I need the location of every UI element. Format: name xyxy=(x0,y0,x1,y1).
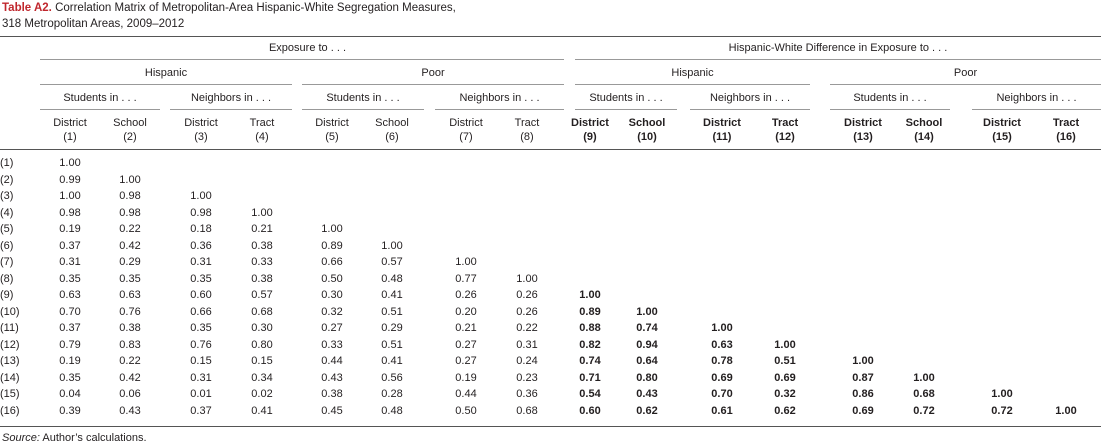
table-cell: 0.35 xyxy=(59,371,81,384)
table-cell: 0.57 xyxy=(251,289,273,301)
source-label: Source: xyxy=(2,432,40,444)
table-cell: 0.33 xyxy=(321,338,343,351)
row-label: (5) xyxy=(0,223,14,235)
column-header xyxy=(95,116,165,144)
table-cell: 0.43 xyxy=(636,388,658,400)
rule-difference xyxy=(575,59,1101,60)
table-cell: 0.30 xyxy=(251,322,273,334)
table-cell: 0.99 xyxy=(59,173,81,186)
table-cell: 0.68 xyxy=(913,388,935,400)
table-cell: 0.86 xyxy=(852,388,874,400)
table-cell: 0.76 xyxy=(119,305,141,318)
table-cell: 1.00 xyxy=(251,206,273,219)
header-neighbors-1: Neighbors in . . . xyxy=(190,92,272,104)
table-cell: 1.00 xyxy=(190,190,212,202)
table-cell: 0.62 xyxy=(636,404,658,417)
table-cell: 0.18 xyxy=(190,223,212,235)
table-cell: 0.33 xyxy=(251,256,273,268)
table-cell: 0.35 xyxy=(59,272,81,285)
table-cell: 0.15 xyxy=(251,355,273,367)
table-cell: 0.69 xyxy=(774,371,796,384)
row-label: (14) xyxy=(0,371,20,384)
table-cell: 0.32 xyxy=(774,388,796,400)
rule-poor-a xyxy=(302,84,564,85)
table-cell: 0.36 xyxy=(190,239,212,252)
table-cell: 1.00 xyxy=(1055,404,1077,417)
table-cell: 0.63 xyxy=(59,289,81,301)
header-students-1: Students in . . . xyxy=(63,92,137,104)
table-cell: 1.00 xyxy=(381,239,403,252)
table-caption xyxy=(2,0,1002,32)
source-text: Author’s calculations. xyxy=(39,432,147,444)
column-number: (14) xyxy=(914,131,934,143)
table-cell: 0.34 xyxy=(251,371,273,384)
rule-neighbors-2 xyxy=(435,109,564,110)
rule-students-2 xyxy=(302,109,424,110)
table-cell: 0.43 xyxy=(119,404,141,417)
rule-students-4 xyxy=(830,109,950,110)
table-cell: 0.26 xyxy=(516,305,538,318)
table-cell: 0.31 xyxy=(190,371,212,384)
table-cell: 0.38 xyxy=(321,388,343,400)
table-cell: 0.50 xyxy=(321,272,343,285)
table-cell: 0.51 xyxy=(381,305,403,318)
column-name: School xyxy=(628,117,666,129)
rule-neighbors-1 xyxy=(170,109,292,110)
table-cell: 1.00 xyxy=(579,289,601,301)
table-cell: 0.69 xyxy=(852,404,874,417)
column-name: Tract xyxy=(249,117,275,129)
column-number: (11) xyxy=(712,131,732,143)
table-cell: 0.44 xyxy=(455,388,477,400)
table-cell: 0.57 xyxy=(381,256,403,268)
column-number: (15) xyxy=(992,131,1012,143)
column-number: (2) xyxy=(123,131,137,143)
table-cell: 0.89 xyxy=(321,239,343,252)
table-cell: 1.00 xyxy=(59,190,81,202)
header-exposure-to: Exposure to . . . xyxy=(268,42,347,54)
table-cell: 0.63 xyxy=(711,338,733,351)
caption-line-1 xyxy=(2,0,1002,16)
column-number: (1) xyxy=(63,131,77,143)
table-cell: 0.68 xyxy=(251,305,273,318)
row-label: (15) xyxy=(0,388,20,400)
header-neighbors-4: Neighbors in . . . xyxy=(996,92,1077,104)
table-cell: 0.78 xyxy=(711,355,733,367)
table-cell: 0.27 xyxy=(455,355,477,367)
column-name: Tract xyxy=(1052,117,1080,129)
column-name: School xyxy=(113,117,147,129)
header-poor-b: Poor xyxy=(953,67,978,79)
column-number: (5) xyxy=(325,131,339,143)
table-cell: 0.80 xyxy=(636,371,658,384)
table-cell: 0.30 xyxy=(321,289,343,301)
top-rule xyxy=(0,36,1101,37)
column-header xyxy=(492,116,562,144)
table-cell: 0.74 xyxy=(636,322,658,334)
table-cell: 0.01 xyxy=(190,388,212,400)
table-cell: 0.22 xyxy=(119,223,141,235)
column-name: District xyxy=(449,117,483,129)
column-number: (13) xyxy=(853,131,873,143)
table-cell: 0.76 xyxy=(190,338,212,351)
column-header xyxy=(431,116,501,144)
table-cell: 0.60 xyxy=(190,289,212,301)
column-name: Tract xyxy=(771,117,799,129)
table-cell: 0.42 xyxy=(119,371,141,384)
table-cell: 0.66 xyxy=(190,305,212,318)
table-cell: 0.19 xyxy=(455,371,477,384)
rule-hispanic-a xyxy=(40,84,292,85)
header-difference: Hispanic-White Difference in Exposure to . . . xyxy=(728,42,948,54)
table-cell: 0.35 xyxy=(119,272,141,285)
header-hispanic-a: Hispanic xyxy=(144,67,188,79)
row-label: (12) xyxy=(0,338,20,351)
table-cell: 0.60 xyxy=(579,404,601,417)
column-name: School xyxy=(905,117,943,129)
column-name: District xyxy=(571,117,609,129)
table-cell: 0.45 xyxy=(321,404,343,417)
row-label: (2) xyxy=(0,173,14,186)
row-label: (3) xyxy=(0,190,14,202)
header-students-3: Students in . . . xyxy=(589,92,663,104)
table-cell: 0.26 xyxy=(516,289,538,301)
row-label: (7) xyxy=(0,256,14,268)
column-number: (4) xyxy=(255,131,269,143)
bottom-rule xyxy=(0,426,1101,427)
table-cell: 0.27 xyxy=(321,322,343,334)
row-label: (9) xyxy=(0,289,14,301)
table-cell: 0.02 xyxy=(251,388,273,400)
table-cell: 0.69 xyxy=(711,371,733,384)
row-label: (1) xyxy=(0,157,14,169)
column-header xyxy=(687,116,757,144)
column-number: (9) xyxy=(583,131,597,143)
table-cell: 0.82 xyxy=(579,338,601,351)
table-cell: 0.19 xyxy=(59,223,81,235)
table-cell: 0.88 xyxy=(579,322,601,334)
column-name: District xyxy=(315,117,349,129)
table-cell: 0.24 xyxy=(516,355,538,367)
table-cell: 0.39 xyxy=(59,404,81,417)
table-cell: 0.36 xyxy=(516,388,538,400)
table-cell: 1.00 xyxy=(636,305,658,318)
table-cell: 0.26 xyxy=(455,289,477,301)
table-cell: 0.79 xyxy=(59,338,81,351)
table-cell: 1.00 xyxy=(711,322,733,334)
table-cell: 0.41 xyxy=(251,404,273,417)
column-number: (8) xyxy=(520,131,534,143)
table-cell: 0.31 xyxy=(190,256,212,268)
header-students-2: Students in . . . xyxy=(326,92,400,104)
table-cell: 0.29 xyxy=(381,322,403,334)
table-cell: 0.70 xyxy=(59,305,81,318)
table-cell: 0.80 xyxy=(251,338,273,351)
table-cell: 0.04 xyxy=(59,388,81,400)
table-cell: 0.06 xyxy=(119,388,141,400)
table-cell: 0.94 xyxy=(636,338,658,351)
row-label: (6) xyxy=(0,239,14,252)
table-cell: 0.20 xyxy=(455,305,477,318)
table-cell: 1.00 xyxy=(321,223,343,235)
table-cell: 0.50 xyxy=(455,404,477,417)
table-cell: 0.35 xyxy=(190,272,212,285)
column-header xyxy=(889,116,959,144)
table-cell: 1.00 xyxy=(991,388,1013,400)
row-label: (13) xyxy=(0,355,20,367)
table-cell: 1.00 xyxy=(516,272,538,285)
table-cell: 0.38 xyxy=(251,239,273,252)
table-cell: 0.61 xyxy=(711,404,733,417)
column-name: District xyxy=(983,117,1021,129)
row-label: (16) xyxy=(0,404,20,417)
row-label: (4) xyxy=(0,206,14,219)
table-cell: 1.00 xyxy=(852,355,874,367)
table-cell: 1.00 xyxy=(774,338,796,351)
table-cell: 0.32 xyxy=(321,305,343,318)
column-name: District xyxy=(53,117,87,129)
table-cell: 0.21 xyxy=(251,223,273,235)
column-header xyxy=(612,116,682,144)
table-cell: 0.37 xyxy=(59,239,81,252)
table-cell: 0.98 xyxy=(190,206,212,219)
table-cell: 0.63 xyxy=(119,289,141,301)
caption-title: Correlation Matrix of Metropolitan-Area Hispanic-White Segregation Measures, xyxy=(55,2,456,14)
table-cell: 0.72 xyxy=(991,404,1013,417)
column-header xyxy=(828,116,898,144)
rule-neighbors-3 xyxy=(690,109,810,110)
table-cell: 0.48 xyxy=(381,404,403,417)
table-cell: 0.66 xyxy=(321,256,343,268)
table-label: Table A2. xyxy=(2,2,52,14)
column-number: (3) xyxy=(194,131,208,143)
table-cell: 0.38 xyxy=(251,272,273,285)
rule-poor-b xyxy=(830,84,1101,85)
column-header xyxy=(750,116,820,144)
column-name: District xyxy=(184,117,218,129)
table-cell: 0.74 xyxy=(579,355,601,367)
table-cell: 0.71 xyxy=(579,371,601,384)
table-cell: 1.00 xyxy=(913,371,935,384)
header-hispanic-b: Hispanic xyxy=(671,67,714,79)
table-cell: 0.56 xyxy=(381,371,403,384)
table-cell: 0.70 xyxy=(711,388,733,400)
table-cell: 0.48 xyxy=(381,272,403,285)
column-number: (12) xyxy=(775,131,795,143)
table-cell: 0.43 xyxy=(321,371,343,384)
table-cell: 0.42 xyxy=(119,239,141,252)
column-header xyxy=(967,116,1037,144)
table-cell: 0.51 xyxy=(381,338,403,351)
table-cell: 0.51 xyxy=(774,355,796,367)
column-header xyxy=(166,116,236,144)
column-name: School xyxy=(375,117,409,129)
table-cell: 1.00 xyxy=(119,173,141,186)
header-students-4: Students in . . . xyxy=(853,92,927,104)
table-cell: 0.22 xyxy=(119,355,141,367)
rule-students-3 xyxy=(575,109,677,110)
table-cell: 0.41 xyxy=(381,289,403,301)
table-cell: 0.28 xyxy=(381,388,403,400)
table-cell: 1.00 xyxy=(455,256,477,268)
table-cell: 0.37 xyxy=(190,404,212,417)
rule-exposure xyxy=(40,59,564,60)
column-number: (10) xyxy=(637,131,657,143)
table-cell: 0.87 xyxy=(852,371,874,384)
table-cell: 0.19 xyxy=(59,355,81,367)
header-neighbors-3: Neighbors in . . . xyxy=(709,92,791,104)
rule-hispanic-b xyxy=(575,84,810,85)
table-cell: 0.21 xyxy=(455,322,477,334)
table-cell: 0.98 xyxy=(119,206,141,219)
column-header xyxy=(1031,116,1101,144)
rule-students-1 xyxy=(40,109,160,110)
table-cell: 0.72 xyxy=(913,404,935,417)
column-number: (6) xyxy=(385,131,399,143)
table-cell: 0.37 xyxy=(59,322,81,334)
column-header xyxy=(357,116,427,144)
rule-neighbors-4 xyxy=(972,109,1101,110)
column-name: Tract xyxy=(514,117,540,129)
table-cell: 0.64 xyxy=(636,355,658,367)
row-label: (10) xyxy=(0,305,20,318)
header-neighbors-2: Neighbors in . . . xyxy=(459,92,540,104)
column-name: District xyxy=(844,117,882,129)
table-cell: 0.41 xyxy=(381,355,403,367)
table-cell: 0.31 xyxy=(59,256,81,268)
table-cell: 0.22 xyxy=(516,322,538,334)
table-cell: 0.27 xyxy=(455,338,477,351)
row-label: (11) xyxy=(0,322,19,334)
column-header xyxy=(227,116,297,144)
table-cell: 0.98 xyxy=(119,190,141,202)
table-cell: 0.62 xyxy=(774,404,796,417)
table-cell: 0.44 xyxy=(321,355,343,367)
table-cell: 1.00 xyxy=(59,157,81,169)
table-cell: 0.38 xyxy=(119,322,141,334)
table-cell: 0.23 xyxy=(516,371,538,384)
caption-line-2: 318 Metropolitan Areas, 2009–2012 xyxy=(2,18,185,30)
table-cell: 0.31 xyxy=(516,338,538,351)
table-cell: 0.83 xyxy=(119,338,141,351)
column-number: (7) xyxy=(459,131,473,143)
header-poor-a: Poor xyxy=(421,67,445,79)
table-cell: 0.29 xyxy=(119,256,141,268)
header-bottom-rule xyxy=(0,149,1101,150)
column-name: District xyxy=(703,117,741,129)
column-number: (16) xyxy=(1056,131,1076,143)
table-cell: 0.98 xyxy=(59,206,81,219)
table-cell: 0.89 xyxy=(579,305,601,318)
table-cell: 0.68 xyxy=(516,404,538,417)
table-cell: 0.35 xyxy=(190,322,212,334)
table-cell: 0.54 xyxy=(579,388,601,400)
source-note xyxy=(2,432,147,445)
row-label: (8) xyxy=(0,272,14,285)
table-cell: 0.15 xyxy=(190,355,212,367)
table-cell: 0.77 xyxy=(455,272,477,285)
